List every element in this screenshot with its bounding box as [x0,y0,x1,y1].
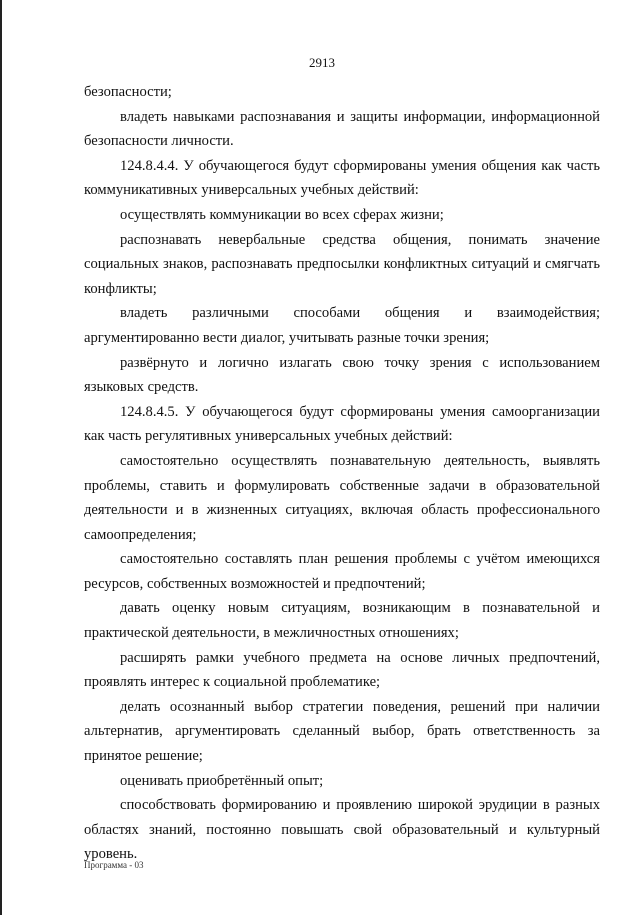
paragraph: безопасности; [84,84,172,100]
paragraph: способствовать формированию и проявлению широкой эрудиции в разных областях знаний, постоянно повышать свой образовательный и культурный уровень. [84,797,600,863]
paragraph: владеть различными способами общения и взаимодействия; аргументированно вести диалог, учитывать разные точки зрения; [84,305,600,346]
page-number: 2913 [309,55,335,70]
paragraph: осуществлять коммуникации во всех сферах жизни; [120,206,444,223]
paragraph: делать осознанный выбор стратегии поведения, решений при наличии альтернатив, аргументировать сделанный выбор, брать ответственность за принятое решение; [84,698,600,765]
paragraph: развёрнуто и логично излагать свою точку зрения с использованием языковых средств. [84,354,600,396]
paragraph: давать оценку новым ситуациям, возникающим в познавательной и практической деятельности, в межличностных отношениях; [84,600,600,642]
paragraph: 124.8.4.4. У обучающегося будут сформированы умения общения как часть коммуникативных универсальных учебных действий: [84,157,600,199]
paragraph: самостоятельно осуществлять познавательную деятельность, выявлять проблемы, ставить и формулировать собственные задачи в образовательной деятельности и в жизненных ситуациях, включая область профессионального самоопределения; [84,452,600,543]
paragraph: оценивать приобретённый опыт; [120,772,324,789]
document-body [84,80,600,867]
paragraph: самостоятельно составлять план решения проблемы с учётом имеющихся ресурсов, собственных возможностей и предпочтений; [84,551,600,592]
paragraph: владеть навыками распознавания и защиты информации, информационной безопасности личности. [84,108,600,150]
footer-label: Программа - 03 [84,860,144,870]
paragraph: 124.8.4.5. У обучающегося будут сформированы умения самоорганизации как часть регулятивных универсальных учебных действий: [84,403,600,445]
paragraph: распознавать невербальные средства общения, понимать значение социальных знаков, распознавать предпосылки конфликтных ситуаций и смягчать конфликты; [84,231,600,297]
paragraph: расширять рамки учебного предмета на основе личных предпочтений, проявлять интерес к социальной проблематике; [84,649,600,691]
